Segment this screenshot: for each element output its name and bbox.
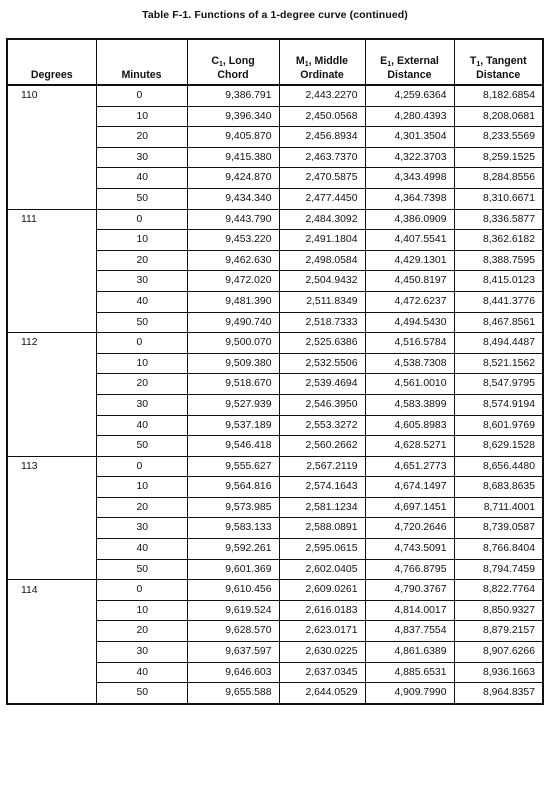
- external-distance-cell: 4,837.7554: [365, 621, 454, 642]
- long-chord-cell: 9,472.020: [187, 271, 279, 292]
- tangent-distance-cell: 8,683.8635: [454, 477, 543, 498]
- long-chord-cell: 9,546.418: [187, 436, 279, 457]
- long-chord-cell: 9,592.261: [187, 539, 279, 560]
- table-title: Table F-1. Functions of a 1-degree curve (continued): [142, 9, 408, 21]
- minutes-cell: 20: [96, 497, 187, 518]
- degrees-cell: [7, 662, 96, 683]
- header-degrees: Degrees: [7, 39, 96, 85]
- tangent-distance-cell: 8,415.0123: [454, 271, 543, 292]
- minutes-cell: 20: [96, 127, 187, 148]
- minutes-cell: 40: [96, 415, 187, 436]
- table-row: [7, 230, 543, 251]
- middle-ordinate-cell: 2,532.5506: [279, 353, 365, 374]
- middle-ordinate-cell: 2,574.1643: [279, 477, 365, 498]
- external-distance-cell: 4,429.1301: [365, 250, 454, 271]
- minutes-cell: 40: [96, 539, 187, 560]
- middle-ordinate-cell: 2,518.7333: [279, 312, 365, 333]
- long-chord-cell: 9,573.985: [187, 497, 279, 518]
- minutes-cell: 40: [96, 168, 187, 189]
- minutes-cell: 50: [96, 312, 187, 333]
- minutes-cell: 30: [96, 642, 187, 663]
- long-chord-cell: 9,628.570: [187, 621, 279, 642]
- external-distance-cell: 4,450.8197: [365, 271, 454, 292]
- long-chord-cell: 9,424.870: [187, 168, 279, 189]
- long-chord-cell: 9,601.369: [187, 559, 279, 580]
- middle-ordinate-cell: 2,525.6386: [279, 333, 365, 354]
- tangent-distance-cell: 8,521.1562: [454, 353, 543, 374]
- table-row: [7, 456, 543, 477]
- header-row: [7, 39, 543, 85]
- minutes-cell: 0: [96, 333, 187, 354]
- external-distance-cell: 4,651.2773: [365, 456, 454, 477]
- long-chord-cell: 9,434.340: [187, 188, 279, 209]
- degrees-cell: [7, 436, 96, 457]
- minutes-cell: 10: [96, 230, 187, 251]
- tangent-distance-cell: 8,879.2157: [454, 621, 543, 642]
- degrees-cell: [7, 127, 96, 148]
- tangent-distance-cell: 8,656.4480: [454, 456, 543, 477]
- middle-ordinate-cell: 2,477.4450: [279, 188, 365, 209]
- long-chord-cell: 9,500.070: [187, 333, 279, 354]
- middle-ordinate-cell: 2,470.5875: [279, 168, 365, 189]
- long-chord-cell: 9,453.220: [187, 230, 279, 251]
- degrees-cell: [7, 374, 96, 395]
- degrees-cell: [7, 271, 96, 292]
- table-row: [7, 209, 543, 230]
- tangent-distance-cell: 8,388.7595: [454, 250, 543, 271]
- external-distance-cell: 4,516.5784: [365, 333, 454, 354]
- table-row: [7, 415, 543, 436]
- external-distance-cell: 4,790.3767: [365, 580, 454, 601]
- long-chord-cell: 9,610.456: [187, 580, 279, 601]
- external-distance-cell: 4,494.5430: [365, 312, 454, 333]
- tangent-distance-cell: 8,936.1663: [454, 662, 543, 683]
- external-distance-cell: 4,583.3899: [365, 394, 454, 415]
- tangent-distance-cell: 8,766.8404: [454, 539, 543, 560]
- long-chord-cell: 9,537.189: [187, 415, 279, 436]
- table-row: [7, 662, 543, 683]
- curve-functions-table: [6, 38, 544, 705]
- table-row: [7, 394, 543, 415]
- tangent-distance-cell: 8,850.9327: [454, 600, 543, 621]
- table-row: [7, 539, 543, 560]
- long-chord-cell: 9,386.791: [187, 85, 279, 106]
- middle-ordinate-cell: 2,609.0261: [279, 580, 365, 601]
- table-row: [7, 497, 543, 518]
- external-distance-cell: 4,301.3504: [365, 127, 454, 148]
- middle-ordinate-cell: 2,553.3272: [279, 415, 365, 436]
- minutes-cell: 30: [96, 394, 187, 415]
- degrees-cell: [7, 683, 96, 704]
- external-distance-cell: 4,628.5271: [365, 436, 454, 457]
- minutes-cell: 50: [96, 683, 187, 704]
- degrees-cell: 114: [7, 580, 96, 601]
- tangent-distance-cell: 8,739.0587: [454, 518, 543, 539]
- header-minutes: Minutes: [96, 39, 187, 85]
- long-chord-cell: 9,405.870: [187, 127, 279, 148]
- table-row: [7, 477, 543, 498]
- degrees-cell: 112: [7, 333, 96, 354]
- tangent-distance-cell: 8,208.0681: [454, 106, 543, 127]
- middle-ordinate-cell: 2,644.0529: [279, 683, 365, 704]
- table-row: [7, 621, 543, 642]
- external-distance-cell: 4,322.3703: [365, 147, 454, 168]
- tangent-distance-cell: 8,964.8357: [454, 683, 543, 704]
- tangent-distance-cell: 8,336.5877: [454, 209, 543, 230]
- long-chord-cell: 9,619.524: [187, 600, 279, 621]
- degrees-cell: [7, 415, 96, 436]
- table-row: [7, 642, 543, 663]
- tangent-distance-cell: 8,601.9769: [454, 415, 543, 436]
- long-chord-cell: 9,481.390: [187, 291, 279, 312]
- external-distance-cell: 4,720.2646: [365, 518, 454, 539]
- middle-ordinate-cell: 2,595.0615: [279, 539, 365, 560]
- table-row: [7, 374, 543, 395]
- degrees-cell: [7, 642, 96, 663]
- middle-ordinate-cell: 2,539.4694: [279, 374, 365, 395]
- header-external-distance: E1, External Distance: [365, 39, 454, 85]
- minutes-cell: 0: [96, 456, 187, 477]
- degrees-cell: [7, 188, 96, 209]
- table-row: [7, 580, 543, 601]
- table-row: [7, 85, 543, 106]
- middle-ordinate-cell: 2,588.0891: [279, 518, 365, 539]
- degrees-cell: [7, 559, 96, 580]
- external-distance-cell: 4,909.7990: [365, 683, 454, 704]
- table-row: [7, 106, 543, 127]
- minutes-cell: 0: [96, 209, 187, 230]
- external-distance-cell: 4,343.4998: [365, 168, 454, 189]
- external-distance-cell: 4,674.1497: [365, 477, 454, 498]
- minutes-cell: 0: [96, 580, 187, 601]
- tangent-distance-cell: 8,629.1528: [454, 436, 543, 457]
- minutes-cell: 50: [96, 188, 187, 209]
- tangent-distance-cell: 8,362.6182: [454, 230, 543, 251]
- degrees-cell: [7, 477, 96, 498]
- minutes-cell: 10: [96, 106, 187, 127]
- table-row: [7, 333, 543, 354]
- tangent-distance-cell: 8,259.1525: [454, 147, 543, 168]
- header-tangent-distance: T1, Tangent Distance: [454, 39, 543, 85]
- table-row: [7, 559, 543, 580]
- external-distance-cell: 4,407.5541: [365, 230, 454, 251]
- long-chord-cell: 9,443.790: [187, 209, 279, 230]
- tangent-distance-cell: 8,441.3776: [454, 291, 543, 312]
- header-long-chord: C1, Long Chord: [187, 39, 279, 85]
- middle-ordinate-cell: 2,443.2270: [279, 85, 365, 106]
- middle-ordinate-cell: 2,581.1234: [279, 497, 365, 518]
- tangent-distance-cell: 8,284.8556: [454, 168, 543, 189]
- tangent-distance-cell: 8,182.6854: [454, 85, 543, 106]
- external-distance-cell: 4,561.0010: [365, 374, 454, 395]
- table-row: [7, 312, 543, 333]
- external-distance-cell: 4,364.7398: [365, 188, 454, 209]
- long-chord-cell: 9,555.627: [187, 456, 279, 477]
- minutes-cell: 40: [96, 662, 187, 683]
- table-row: [7, 250, 543, 271]
- external-distance-cell: 4,538.7308: [365, 353, 454, 374]
- degrees-cell: 110: [7, 85, 96, 106]
- table-row: [7, 683, 543, 704]
- minutes-cell: 30: [96, 147, 187, 168]
- middle-ordinate-cell: 2,567.2119: [279, 456, 365, 477]
- middle-ordinate-cell: 2,484.3092: [279, 209, 365, 230]
- long-chord-cell: 9,583.133: [187, 518, 279, 539]
- table-row: [7, 147, 543, 168]
- long-chord-cell: 9,655.588: [187, 683, 279, 704]
- long-chord-cell: 9,518.670: [187, 374, 279, 395]
- tangent-distance-cell: 8,547.9795: [454, 374, 543, 395]
- degrees-cell: 111: [7, 209, 96, 230]
- table-row: [7, 271, 543, 292]
- table-row: [7, 600, 543, 621]
- middle-ordinate-cell: 2,491.1804: [279, 230, 365, 251]
- tangent-distance-cell: 8,574.9194: [454, 394, 543, 415]
- degrees-cell: 113: [7, 456, 96, 477]
- degrees-cell: [7, 291, 96, 312]
- external-distance-cell: 4,861.6389: [365, 642, 454, 663]
- table-row: [7, 436, 543, 457]
- long-chord-cell: 9,564.816: [187, 477, 279, 498]
- middle-ordinate-cell: 2,498.0584: [279, 250, 365, 271]
- long-chord-cell: 9,509.380: [187, 353, 279, 374]
- tangent-distance-cell: 8,233.5569: [454, 127, 543, 148]
- minutes-cell: 0: [96, 85, 187, 106]
- minutes-cell: 10: [96, 477, 187, 498]
- external-distance-cell: 4,605.8983: [365, 415, 454, 436]
- long-chord-cell: 9,396.340: [187, 106, 279, 127]
- middle-ordinate-cell: 2,456.8934: [279, 127, 365, 148]
- tangent-distance-cell: 8,794.7459: [454, 559, 543, 580]
- external-distance-cell: 4,814.0017: [365, 600, 454, 621]
- degrees-cell: [7, 394, 96, 415]
- middle-ordinate-cell: 2,504.9432: [279, 271, 365, 292]
- minutes-cell: 30: [96, 518, 187, 539]
- degrees-cell: [7, 230, 96, 251]
- middle-ordinate-cell: 2,511.8349: [279, 291, 365, 312]
- degrees-cell: [7, 147, 96, 168]
- long-chord-cell: 9,415.380: [187, 147, 279, 168]
- external-distance-cell: 4,472.6237: [365, 291, 454, 312]
- minutes-cell: 40: [96, 291, 187, 312]
- external-distance-cell: 4,386.0909: [365, 209, 454, 230]
- degrees-cell: [7, 353, 96, 374]
- middle-ordinate-cell: 2,450.0568: [279, 106, 365, 127]
- table-body: [7, 85, 543, 704]
- degrees-cell: [7, 168, 96, 189]
- table-row: [7, 168, 543, 189]
- table-row: [7, 353, 543, 374]
- middle-ordinate-cell: 2,616.0183: [279, 600, 365, 621]
- tangent-distance-cell: 8,494.4487: [454, 333, 543, 354]
- middle-ordinate-cell: 2,602.0405: [279, 559, 365, 580]
- degrees-cell: [7, 312, 96, 333]
- table-row: [7, 291, 543, 312]
- minutes-cell: 50: [96, 559, 187, 580]
- external-distance-cell: 4,885.6531: [365, 662, 454, 683]
- minutes-cell: 20: [96, 374, 187, 395]
- degrees-cell: [7, 518, 96, 539]
- degrees-cell: [7, 621, 96, 642]
- tangent-distance-cell: 8,907.6266: [454, 642, 543, 663]
- degrees-cell: [7, 539, 96, 560]
- degrees-cell: [7, 497, 96, 518]
- header-middle-ordinate: M1, Middle Ordinate: [279, 39, 365, 85]
- external-distance-cell: 4,766.8795: [365, 559, 454, 580]
- long-chord-cell: 9,637.597: [187, 642, 279, 663]
- external-distance-cell: 4,280.4393: [365, 106, 454, 127]
- minutes-cell: 20: [96, 621, 187, 642]
- long-chord-cell: 9,646.603: [187, 662, 279, 683]
- external-distance-cell: 4,259.6364: [365, 85, 454, 106]
- minutes-cell: 10: [96, 600, 187, 621]
- middle-ordinate-cell: 2,463.7370: [279, 147, 365, 168]
- minutes-cell: 20: [96, 250, 187, 271]
- tangent-distance-cell: 8,711.4001: [454, 497, 543, 518]
- long-chord-cell: 9,490.740: [187, 312, 279, 333]
- middle-ordinate-cell: 2,637.0345: [279, 662, 365, 683]
- tangent-distance-cell: 8,310.6671: [454, 188, 543, 209]
- table-row: [7, 188, 543, 209]
- middle-ordinate-cell: 2,546.3950: [279, 394, 365, 415]
- long-chord-cell: 9,527.939: [187, 394, 279, 415]
- tangent-distance-cell: 8,467.8561: [454, 312, 543, 333]
- middle-ordinate-cell: 2,630.0225: [279, 642, 365, 663]
- external-distance-cell: 4,697.1451: [365, 497, 454, 518]
- middle-ordinate-cell: 2,560.2662: [279, 436, 365, 457]
- degrees-cell: [7, 106, 96, 127]
- degrees-cell: [7, 250, 96, 271]
- middle-ordinate-cell: 2,623.0171: [279, 621, 365, 642]
- tangent-distance-cell: 8,822.7764: [454, 580, 543, 601]
- long-chord-cell: 9,462.630: [187, 250, 279, 271]
- external-distance-cell: 4,743.5091: [365, 539, 454, 560]
- table-row: [7, 518, 543, 539]
- table-row: [7, 127, 543, 148]
- degrees-cell: [7, 600, 96, 621]
- minutes-cell: 50: [96, 436, 187, 457]
- minutes-cell: 30: [96, 271, 187, 292]
- minutes-cell: 10: [96, 353, 187, 374]
